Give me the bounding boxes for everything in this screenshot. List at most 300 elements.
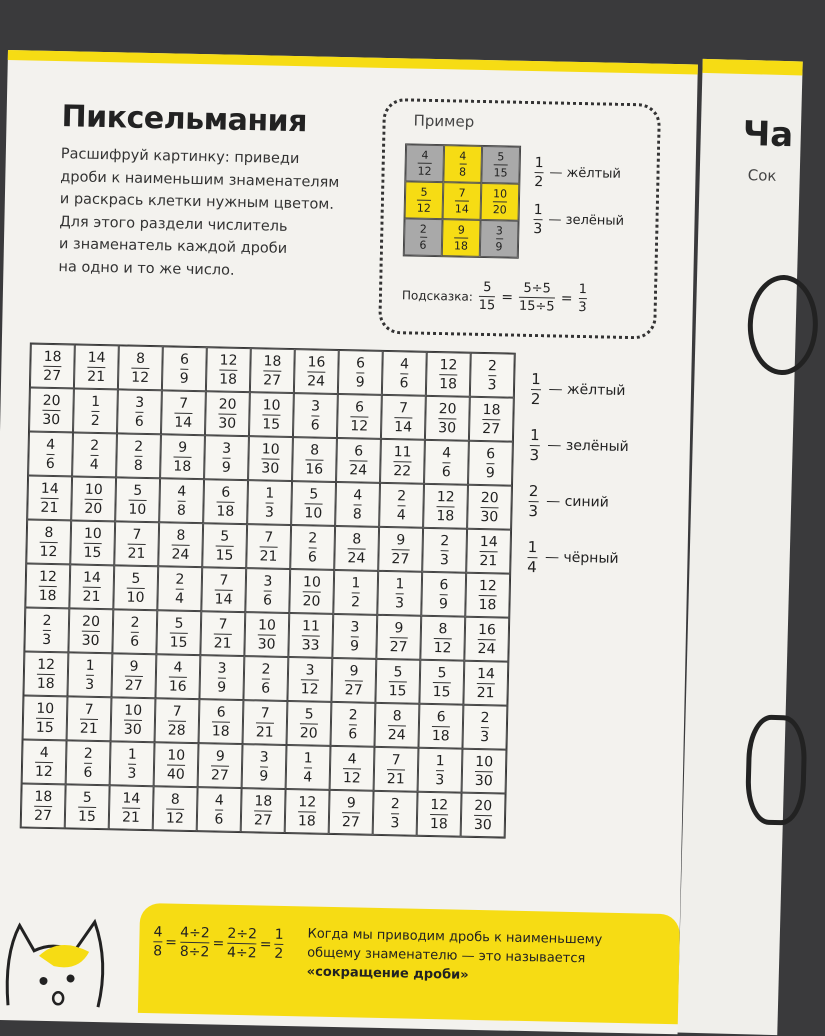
puzzle-grid [20,343,516,839]
grid-cell[interactable] [156,610,201,655]
grid-cell[interactable] [420,616,465,661]
example-fraction: $\frac{2}{6}$ [419,222,427,252]
cell-fraction: $\frac{3}{12}$ [300,661,319,698]
example-cell [404,218,443,256]
hint-label: Подсказка: [401,287,473,304]
grid-cell[interactable] [153,786,198,831]
grid-cell[interactable] [291,481,336,526]
cell-fraction: $\frac{18}{27}$ [253,792,273,829]
cell-fraction: $\frac{2}{6}$ [130,614,140,650]
hint: Подсказка: $\frac{5}{15}$ = $\frac{5\div 5}{15\div 5}$ = $\frac{1}{3}$ [401,280,588,316]
grid-cell[interactable] [27,476,72,521]
grid-cell[interactable] [250,348,295,393]
cell-fraction: $\frac{7}{21}$ [213,616,232,652]
cell-fraction: $\frac{1}{4}$ [303,749,313,786]
cell-fraction: $\frac{9}{18}$ [173,439,192,475]
example-fraction: $\frac{10}{20}$ [492,187,508,217]
grid-cell[interactable] [24,607,69,652]
tip-text: Когда мы приводим дробь к наименьшему общему знаменателю — это называется «сокращение дроби» [306,926,603,983]
cell-fraction: $\frac{10}{30}$ [257,616,277,653]
example-fraction: $\frac{7}{14}$ [454,186,469,216]
cell-fraction: $\frac{4}{6}$ [441,444,452,480]
grid-cell[interactable] [155,654,200,699]
cell-fraction: $\frac{7}{21}$ [127,526,146,562]
cell-fraction: $\frac{8}{24}$ [387,707,406,743]
cell-fraction: $\frac{12}{18}$ [219,352,238,388]
grid-cell[interactable] [382,351,427,396]
cell-fraction: $\frac{2}{6}$ [348,706,358,742]
cell-fraction: $\frac{3}{9}$ [259,748,269,785]
grid-cell[interactable] [381,395,426,440]
cell-fraction: $\frac{10}{15}$ [35,700,55,736]
grid-cell[interactable] [421,572,466,617]
cell-fraction: $\frac{5}{20}$ [299,705,318,742]
cell-fraction: $\frac{7}{14}$ [214,572,233,608]
cell-fraction: $\frac{3}{9}$ [349,618,360,654]
grid-cell[interactable] [244,612,289,657]
grid-cell[interactable] [67,652,112,697]
cell-fraction: $\frac{4}{6}$ [214,791,224,828]
cell-fraction: $\frac{6}{9}$ [485,445,496,481]
cell-fraction: $\frac{6}{18}$ [431,708,450,744]
grid-cell[interactable] [330,746,375,791]
grid-cell[interactable] [462,749,507,794]
cell-fraction: $\frac{2}{8}$ [133,438,144,474]
cell-fraction: $\frac{12}{18}$ [478,577,497,613]
cell-fraction: $\frac{16}{24}$ [307,353,326,390]
grid-cell[interactable] [290,525,335,570]
grid-cell[interactable] [329,790,374,835]
cell-fraction: $\frac{1}{3}$ [435,752,445,788]
cell-fraction: $\frac{7}{21}$ [79,701,98,737]
grid-cell[interactable] [423,484,468,529]
cell-fraction: $\frac{6}{18}$ [211,704,230,740]
example-title: Пример [413,111,475,131]
hint-fraction-b: $\frac{5\div 5}{15\div 5}$ [518,280,555,315]
cell-fraction: $\frac{6}{24}$ [349,442,368,479]
example-cell [405,181,444,219]
cell-fraction: $\frac{14}{21}$ [479,533,498,569]
cell-fraction: $\frac{12}{18}$ [439,356,458,392]
grid-cell[interactable] [377,571,422,616]
legend-fraction: $\frac{1}{3}$ [533,202,543,238]
grid-cell[interactable] [198,743,243,788]
grid-cell[interactable] [30,344,75,389]
example-cell [481,183,520,221]
cell-fraction: $\frac{3}{6}$ [262,572,273,609]
grid-cell[interactable] [74,344,119,389]
tip-bubble [138,903,680,1024]
cell-fraction: $\frac{3}{6}$ [310,397,321,434]
right-page-drawing [747,274,820,376]
color-legend [527,361,682,588]
example-fraction: $\frac{5}{15}$ [493,150,508,180]
example-cell [442,219,481,257]
cell-fraction: $\frac{14}{21}$ [476,665,496,701]
cell-fraction: $\frac{2}{3}$ [390,795,400,831]
right-page-drawing-2 [745,714,808,826]
example-fraction: $\frac{4}{12}$ [417,148,432,178]
grid-cell[interactable] [417,792,462,837]
cell-fraction: $\frac{2}{6}$ [261,660,271,697]
grid-cell[interactable] [373,791,418,836]
grid-cell[interactable] [425,396,470,441]
grid-cell[interactable] [330,702,375,747]
legend-fraction: $\frac{2}{3}$ [528,481,539,520]
cell-fraction: $\frac{2}{3}$ [42,612,52,648]
instruction-line: на одно и то же число. [58,258,235,279]
grid-cell[interactable] [470,353,515,398]
grid-cell[interactable] [243,656,288,701]
cell-fraction: $\frac{8}{12}$ [165,791,185,827]
grid-cell[interactable] [114,521,159,566]
grid-cell[interactable] [161,390,206,435]
grid-cell[interactable] [466,529,511,574]
legend-item [530,361,681,420]
grid-cell[interactable] [202,523,247,568]
cell-fraction: $\frac{10}{40}$ [166,746,186,783]
grid-cell[interactable] [116,433,161,478]
cell-fraction: $\frac{6}{9}$ [438,576,449,612]
cell-fraction: $\frac{7}{21}$ [259,528,278,565]
example-fraction: $\frac{4}{8}$ [458,149,467,179]
example-legend [533,156,655,252]
grid-cell[interactable] [243,700,288,745]
grid-cell[interactable] [26,520,71,565]
grid-cell[interactable] [197,787,242,832]
cell-fraction: $\frac{10}{30}$ [123,702,143,738]
example-cell [481,146,520,184]
grid-cell[interactable] [285,789,330,834]
grid-cell[interactable] [159,478,204,523]
grid-cell[interactable] [205,391,250,436]
cell-fraction: $\frac{4}{16}$ [168,659,187,695]
example-cell [443,145,482,183]
grid-cell[interactable] [293,393,338,438]
legend-item [529,417,680,476]
grid-cell[interactable] [424,440,469,485]
cell-fraction: $\frac{2}{3}$ [480,709,490,745]
legend-item [527,529,678,588]
cell-fraction: $\frac{6}{12}$ [350,398,369,435]
grid-cell[interactable] [418,704,463,749]
example-fraction: $\frac{9}{18}$ [453,223,469,253]
grid-cell[interactable] [155,698,200,743]
right-page-subtitle: Сок [747,166,777,185]
legend-label: — жёлтый [548,381,626,400]
grid-cell[interactable] [375,659,420,704]
cell-fraction: $\frac{18}{27}$ [482,401,501,437]
grid-cell[interactable] [109,785,154,830]
grid-cell[interactable] [248,436,293,481]
example-cell [405,144,444,182]
legend-label: — синий [546,493,609,511]
cell-fraction: $\frac{8}{12}$ [131,350,150,386]
grid-cell[interactable] [334,526,379,571]
cell-fraction: $\frac{20}{30}$ [438,400,457,436]
cell-fraction: $\frac{1}{2}$ [90,393,101,429]
grid-cell[interactable] [337,394,382,439]
cell-fraction: $\frac{20}{30}$ [42,392,61,428]
grid-cell[interactable] [289,569,334,614]
cell-fraction: $\frac{20}{30}$ [480,489,499,525]
grid-cell[interactable] [201,567,246,612]
cell-fraction: $\frac{5}{10}$ [304,485,323,522]
cell-fraction: $\frac{3}{9}$ [221,440,232,476]
grid-cell[interactable] [374,747,419,792]
cell-fraction: $\frac{2}{6}$ [83,745,93,781]
grid-cell[interactable] [111,653,156,698]
cell-fraction: $\frac{6}{18}$ [216,484,235,520]
cell-fraction: $\frac{8}{16}$ [305,441,324,478]
cell-fraction: $\frac{14}{21}$ [87,349,106,385]
cell-fraction: $\frac{4}{6}$ [45,436,56,472]
grid-cell[interactable] [242,744,287,789]
cell-fraction: $\frac{1}{2}$ [350,574,361,610]
instruction-line: и знаменатель каждой дроби [58,236,288,257]
example-grid [403,143,521,258]
grid-cell[interactable] [110,741,155,786]
cell-fraction: $\frac{3}{9}$ [217,660,227,696]
cell-fraction: $\frac{6}{9}$ [179,351,190,387]
grid-cell[interactable] [241,788,286,833]
cell-fraction: $\frac{4}{8}$ [176,483,187,519]
cell-fraction: $\frac{5}{10}$ [126,570,145,606]
grid-cell[interactable] [70,520,115,565]
cell-fraction: $\frac{6}{9}$ [355,354,366,391]
grid-cell[interactable] [374,703,419,748]
grid-cell[interactable] [335,482,380,527]
instruction-line: дроби к наименьшим знаменателям [60,168,340,191]
grid-cell[interactable] [379,483,424,528]
grid-cell[interactable] [22,739,67,784]
grid-cell[interactable] [461,793,506,838]
workbook-page [0,50,698,1034]
cell-fraction: $\frac{3}{6}$ [134,394,145,430]
grid-cell[interactable] [67,696,112,741]
legend-label: — чёрный [544,549,619,567]
cell-fraction: $\frac{12}{18}$ [436,488,455,524]
grid-cell[interactable] [469,397,514,442]
grid-cell[interactable] [68,608,113,653]
grid-cell[interactable] [21,783,66,828]
cell-fraction: $\frac{4}{12}$ [342,750,361,787]
legend-fraction: $\frac{1}{2}$ [534,155,544,191]
instruction-line: Расшифруй картинку: приведи [60,146,300,168]
grid-cell[interactable] [287,701,332,746]
grid-cell[interactable] [29,388,74,433]
cell-fraction: $\frac{8}{12}$ [39,524,58,560]
grid-cell[interactable] [23,651,68,696]
right-page [677,59,802,1035]
legend-fraction: $\frac{1}{3}$ [529,425,540,464]
cell-fraction: $\frac{9}{27}$ [210,748,229,784]
grid-cell[interactable] [157,566,202,611]
cell-fraction: $\frac{2}{3}$ [439,532,450,568]
grid-cell[interactable] [333,570,378,615]
cell-fraction: $\frac{1}{3}$ [394,575,405,611]
grid-cell[interactable] [336,438,381,483]
grid-cell[interactable] [286,745,331,790]
grid-cell[interactable] [332,614,377,659]
grid-cell[interactable] [247,480,292,525]
grid-cell[interactable] [287,657,332,702]
grid-cell[interactable] [113,565,158,610]
grid-cell[interactable] [204,435,249,480]
grid-cell[interactable] [376,615,421,660]
grid-cell[interactable] [154,742,199,787]
right-page-title: Ча [742,113,794,156]
cell-fraction: $\frac{10}{15}$ [83,525,102,561]
grid-cell[interactable] [467,485,512,530]
grid-cell[interactable] [206,347,251,392]
instruction-line: Для этого раздели числитель [59,213,288,235]
cell-fraction: $\frac{10}{30}$ [474,753,494,789]
grid-cell[interactable] [468,441,513,486]
grid-cell[interactable] [245,568,290,613]
grid-cell[interactable] [294,349,339,394]
cell-fraction: $\frac{20}{30}$ [218,395,237,432]
cell-fraction: $\frac{1}{3}$ [127,746,137,782]
grid-cell[interactable] [162,346,207,391]
grid-cell[interactable] [380,439,425,484]
cell-fraction: $\frac{18}{27}$ [33,788,53,824]
cell-fraction: $\frac{2}{4}$ [174,571,185,607]
cell-fraction: $\frac{4}{6}$ [399,355,410,391]
instructions [58,143,381,285]
cell-fraction: $\frac{5}{15}$ [388,663,407,699]
grid-cell[interactable] [65,784,110,829]
cell-fraction: $\frac{9}{27}$ [341,794,360,831]
legend-fraction: $\frac{1}{2}$ [530,369,541,408]
grid-cell[interactable] [158,522,203,567]
cell-fraction: $\frac{10}{30}$ [261,440,280,477]
cell-fraction: $\frac{1}{3}$ [85,657,95,693]
grid-cell[interactable] [66,740,111,785]
cell-fraction: $\frac{12}{18}$ [36,656,56,692]
grid-cell[interactable] [160,434,205,479]
example-fraction: $\frac{3}{9}$ [495,224,503,254]
grid-cell[interactable] [331,658,376,703]
grid-cell[interactable] [246,524,291,569]
cell-fraction: $\frac{5}{10}$ [128,482,147,518]
legend-label: — зелёный [547,437,629,456]
example-cell [480,220,519,258]
example-box [378,98,661,340]
mascot-cat-icon [0,895,120,1017]
cell-fraction: $\frac{11}{33}$ [301,617,321,654]
cell-fraction: $\frac{20}{30}$ [473,797,493,833]
cell-fraction: $\frac{5}{15}$ [215,528,234,564]
grid-cell[interactable] [463,661,508,706]
grid-cell[interactable] [426,352,471,397]
grid-cell[interactable] [288,613,333,658]
grid-cell[interactable] [28,432,73,477]
cell-fraction: $\frac{7}{14}$ [174,395,193,431]
grid-cell[interactable] [249,392,294,437]
cell-fraction: $\frac{8}{24}$ [347,530,366,567]
cell-fraction: $\frac{11}{22}$ [393,443,412,480]
grid-cell[interactable] [462,705,507,750]
hint-fraction-c: $\frac{1}{3}$ [578,282,588,316]
example-legend-item [533,203,654,239]
grid-cell[interactable] [200,611,245,656]
cell-fraction: $\frac{7}{28}$ [167,703,186,739]
grid-cell[interactable] [72,432,117,477]
page-title: Пиксельмания [61,99,308,140]
grid-cell[interactable] [292,437,337,482]
cell-fraction: $\frac{18}{27}$ [43,348,62,384]
grid-cell[interactable] [422,528,467,573]
legend-item [528,473,679,532]
cell-fraction: $\frac{10}{15}$ [262,396,281,433]
grid-cell[interactable] [117,389,162,434]
grid-cell[interactable] [464,617,509,662]
grid-cell[interactable] [25,563,70,608]
cell-fraction: $\frac{2}{4}$ [89,437,100,473]
cell-fraction: $\frac{1}{3}$ [264,484,275,521]
example-legend-item [534,156,655,192]
grid-cell[interactable] [69,564,114,609]
grid-cell[interactable] [23,695,68,740]
grid-cell[interactable] [338,350,383,395]
hint-fraction-a: $\frac{5}{15}$ [478,280,496,314]
cell-fraction: $\frac{10}{20}$ [302,573,321,610]
cell-fraction: $\frac{14}{21}$ [40,480,59,516]
grid-cell[interactable] [199,699,244,744]
grid-cell[interactable] [465,573,510,618]
grid-cell[interactable] [111,697,156,742]
tip-formula: $\frac{4}{8}$ = $\frac{4\div 2}{8\div 2}$ = $\frac{2\div 2}{4\div 2}$ = $\frac{1}{2}$ [152,924,284,962]
cell-fraction: $\frac{8}{24}$ [171,527,190,563]
grid-cell[interactable] [115,477,160,522]
grid-cell[interactable] [418,748,463,793]
example-cell [443,182,482,220]
grid-cell[interactable] [112,609,157,654]
example-fraction: $\frac{5}{12}$ [416,185,431,215]
cell-fraction: $\frac{12}{18}$ [429,796,449,832]
cell-fraction: $\frac{14}{21}$ [82,569,102,605]
cell-fraction: $\frac{5}{15}$ [169,615,188,651]
legend-fraction: $\frac{1}{4}$ [527,537,538,576]
grid-cell[interactable] [71,476,116,521]
grid-cell[interactable] [118,345,163,390]
cell-fraction: $\frac{2}{3}$ [487,357,498,393]
cell-fraction: $\frac{5}{15}$ [77,789,97,825]
cell-fraction: $\frac{2}{4}$ [396,487,407,523]
grid-cell[interactable] [419,660,464,705]
grid-cell[interactable] [199,655,244,700]
grid-cell[interactable] [73,388,118,433]
grid-cell[interactable] [378,527,423,572]
cell-fraction: $\frac{20}{30}$ [81,613,101,649]
cell-fraction: $\frac{7}{21}$ [386,751,405,787]
cell-fraction: $\frac{9}{27}$ [391,531,410,568]
cell-fraction: $\frac{10}{20}$ [84,481,103,517]
cell-fraction: $\frac{7}{21}$ [255,704,274,741]
grid-cell[interactable] [203,479,248,524]
cell-fraction: $\frac{12}{18}$ [297,793,317,830]
cell-fraction: $\frac{16}{24}$ [477,621,497,657]
legend-label: — жёлтый [549,165,622,182]
cell-fraction: $\frac{9}{27}$ [389,619,408,655]
cell-fraction: $\frac{2}{6}$ [307,529,318,566]
cell-fraction: $\frac{9}{27}$ [344,662,363,699]
cell-fraction: $\frac{4}{8}$ [352,486,363,523]
cell-fraction: $\frac{7}{14}$ [394,399,413,436]
cell-fraction: $\frac{18}{27}$ [263,352,282,389]
instruction-line: и раскрась клетки нужным цветом. [59,191,335,213]
